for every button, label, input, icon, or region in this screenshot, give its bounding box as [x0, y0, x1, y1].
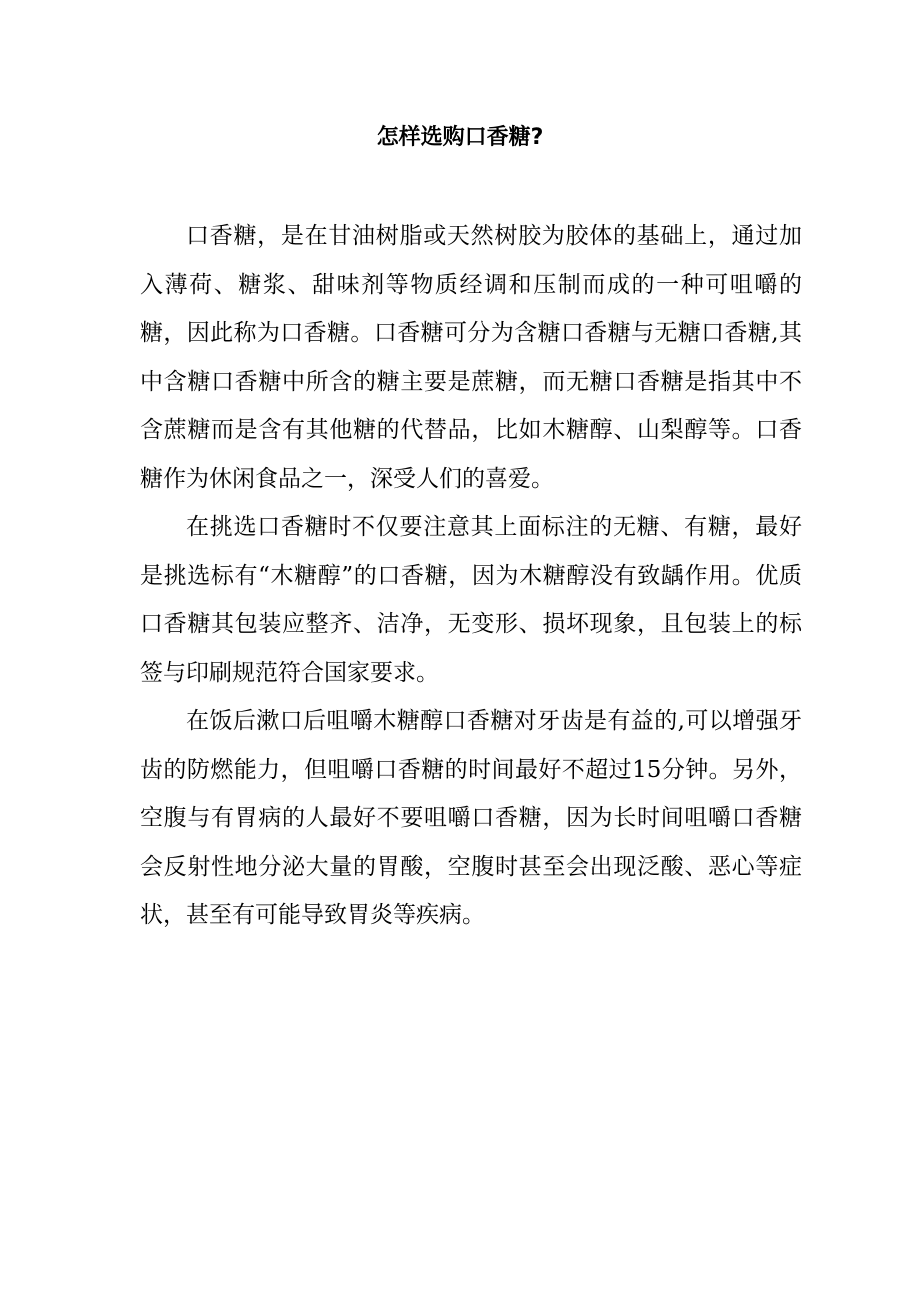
- paragraph-selection: 在挑选口香糖时不仅要注意其上面标注的无糖、有糖，最好是挑选标有“木糖醇”的口香糖，因为木糖醇没有致龋作用。优质口香糖其包装应整齐、洁净，无变形、损坏现象，且包装上的标签与印刷规范符合国家要求。: [140, 514, 802, 686]
- document-body: [140, 212, 802, 940]
- paragraph-health: 在饭后漱口后咀嚼木糖醇口香糖对牙齿是有益的,可以增强牙齿的防燃能力，但咀嚼口香糖的时间最好不超过15分钟。另外，空腹与有胃病的人最好不要咀嚼口香糖，因为长时间咀嚼口香糖会反射性地分泌大量的胃酸，空腹时甚至会出现泛酸、恶心等症状，甚至有可能导致胃炎等疾病。: [140, 708, 802, 928]
- paragraph-intro: 口香糖，是在甘油树脂或天然树胶为胶体的基础上，通过加入薄荷、糖浆、甜味剂等物质经调和压制而成的一种可咀嚼的糖，因此称为口香糖。口香糖可分为含糖口香糖与无糖口香糖,其中含糖口香糖中所含的糖主要是蔗糖，而无糖口香糖是指其中不含蔗糖而是含有其他糖的代替品，比如木糖醇、山梨醇等。口香糖作为休闲食品之一，深受人们的喜爱。: [140, 223, 802, 492]
- document-title: 怎样选购口香糖?: [376, 125, 544, 150]
